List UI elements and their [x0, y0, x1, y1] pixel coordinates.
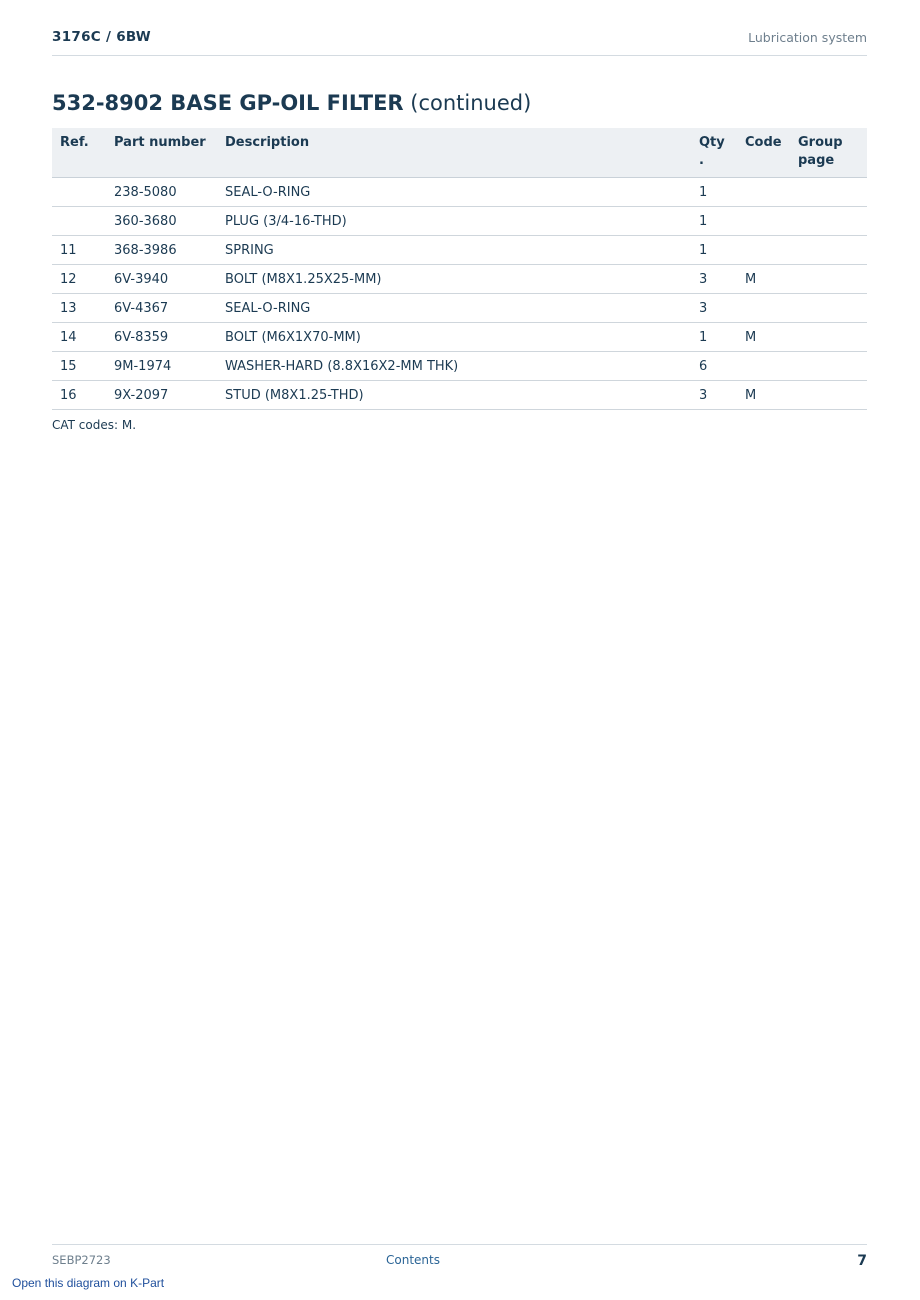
cell-ref: 13 [52, 294, 106, 323]
cell-part-number: 9M-1974 [106, 352, 217, 381]
cell-group-page [790, 352, 867, 381]
col-header-part-number: Part number [106, 128, 217, 178]
table-row [52, 381, 867, 410]
col-header-qty-line2: . [699, 152, 704, 168]
cell-description: STUD (M8X1.25-THD) [217, 381, 691, 410]
cell-description: BOLT (M6X1X70-MM) [217, 323, 691, 352]
parts-table-body [52, 178, 867, 410]
cell-qty: 3 [691, 294, 737, 323]
cell-part-number: 6V-4367 [106, 294, 217, 323]
cell-ref: 15 [52, 352, 106, 381]
page-number: 7 [857, 1253, 867, 1269]
col-header-ref: Ref. [52, 128, 106, 178]
cell-group-page [790, 207, 867, 236]
cell-code: M [737, 323, 790, 352]
parts-table [52, 128, 867, 410]
title-suffix: (continued) [410, 91, 532, 115]
table-row [52, 294, 867, 323]
cell-qty: 1 [691, 207, 737, 236]
cell-qty: 3 [691, 381, 737, 410]
cell-ref: 16 [52, 381, 106, 410]
cell-description: WASHER-HARD (8.8X16X2-MM THK) [217, 352, 691, 381]
table-row [52, 236, 867, 265]
col-header-group-line1: Group [798, 135, 843, 150]
document-id: SEBP2723 [52, 1253, 111, 1267]
col-header-qty [691, 128, 737, 178]
open-on-kpart-link[interactable]: Open this diagram on K-Part [12, 1276, 165, 1290]
cell-description: SEAL-O-RING [217, 178, 691, 207]
cell-group-page [790, 381, 867, 410]
cell-part-number: 6V-3940 [106, 265, 217, 294]
page-header [52, 28, 867, 56]
cell-description: SEAL-O-RING [217, 294, 691, 323]
col-header-group-line2: page [798, 152, 835, 168]
cell-group-page [790, 323, 867, 352]
cell-qty: 1 [691, 323, 737, 352]
cell-group-page [790, 236, 867, 265]
cell-ref [52, 207, 106, 236]
cell-ref: 12 [52, 265, 106, 294]
cell-qty: 1 [691, 178, 737, 207]
header-row [52, 128, 867, 178]
cell-qty: 3 [691, 265, 737, 294]
cell-code [737, 294, 790, 323]
table-row [52, 207, 867, 236]
cell-code: M [737, 381, 790, 410]
col-header-code: Code [737, 128, 790, 178]
cell-ref [52, 178, 106, 207]
contents-link[interactable]: Contents [386, 1253, 440, 1267]
col-header-qty-line1: Qty [699, 135, 725, 150]
page-title [52, 89, 531, 117]
section-label: Lubrication system [748, 30, 867, 45]
col-header-description: Description [217, 128, 691, 178]
table-row [52, 178, 867, 207]
page-footer [52, 1244, 867, 1269]
cell-code [737, 352, 790, 381]
cell-ref: 11 [52, 236, 106, 265]
cell-part-number: 360-3680 [106, 207, 217, 236]
col-header-group-page [790, 128, 867, 178]
table-row [52, 265, 867, 294]
cell-group-page [790, 294, 867, 323]
table-row [52, 323, 867, 352]
cell-description: BOLT (M8X1.25X25-MM) [217, 265, 691, 294]
cell-part-number: 368-3986 [106, 236, 217, 265]
table-row [52, 352, 867, 381]
model-label: 3176C / 6BW [52, 29, 151, 45]
cell-description: SPRING [217, 236, 691, 265]
cell-qty: 6 [691, 352, 737, 381]
title-main: 532-8902 BASE GP-OIL FILTER [52, 91, 404, 115]
cell-group-page [790, 178, 867, 207]
cell-ref: 14 [52, 323, 106, 352]
document-page [52, 0, 867, 1300]
cell-part-number: 9X-2097 [106, 381, 217, 410]
cell-description: PLUG (3/4-16-THD) [217, 207, 691, 236]
cell-code [737, 178, 790, 207]
cell-code [737, 236, 790, 265]
cell-qty: 1 [691, 236, 737, 265]
cat-codes-note: CAT codes: M. [52, 418, 137, 432]
parts-table-header [52, 128, 867, 178]
cell-code [737, 207, 790, 236]
cell-part-number: 6V-8359 [106, 323, 217, 352]
cell-part-number: 238-5080 [106, 178, 217, 207]
cell-code: M [737, 265, 790, 294]
cell-group-page [790, 265, 867, 294]
